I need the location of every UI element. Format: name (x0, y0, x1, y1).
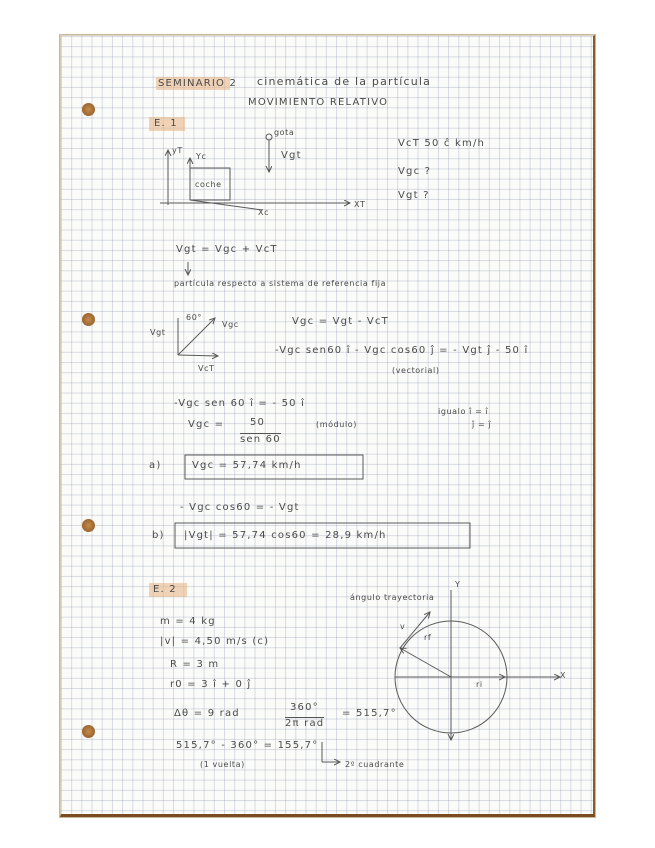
given-vgt: Vgt ? (398, 190, 430, 201)
frac-num: 360° (290, 702, 319, 713)
igualo-note: igualo î = î (438, 407, 489, 416)
one-turn-note: (1 vuelta) (200, 760, 245, 769)
y-axis-label: Y (455, 580, 461, 589)
diagram-vgc: Vgc (222, 320, 239, 329)
given-vct: VcT 50 ĉ km/h (398, 138, 486, 149)
gota-label: gota (274, 128, 295, 137)
frac-den: 2π rad (285, 718, 325, 729)
eq-vgc: Vgc = Vgt - VcT (292, 316, 389, 327)
ex1-label: E. 1 (154, 118, 178, 129)
eq-i1: -Vgc sen 60 î = - 50 î (174, 398, 306, 409)
quadrant-note: 2º cuadrante (345, 760, 405, 769)
car-label: coche (195, 180, 222, 189)
trajectory-angle-note: ángulo trayectoria (350, 593, 435, 602)
mass: m = 4 kg (160, 616, 216, 627)
xT-label: XT (354, 200, 366, 209)
yT-label: yT (172, 146, 183, 155)
rf-vector (400, 648, 451, 677)
axis-xc (190, 200, 262, 210)
vgc-vector (178, 318, 215, 355)
given-vgc: Vgc ? (398, 166, 432, 177)
igualo-note-2: ĵ = ĵ (472, 420, 492, 429)
seminario-label: SEMINARIO 2 (158, 78, 238, 89)
dtheta: Δθ = 9 rad (174, 708, 240, 719)
part-a-label: a) (149, 460, 162, 471)
r0: r0 = 3 î + 0 ĵ (170, 679, 252, 690)
main-equation: Vgt = Vgc + VcT (176, 244, 278, 255)
xc-label: Xc (258, 208, 270, 217)
ri-label: ri (476, 680, 483, 689)
eq-components: -Vgc sen60 î - Vgc cos60 ĵ = - Vgt ĵ - 50 î (275, 345, 529, 356)
x-axis-label: X (560, 671, 567, 680)
page-title: cinemática de la partícula (257, 75, 432, 88)
subtraction: 515,7° - 360° = 155,7° (176, 740, 319, 751)
frac-result: = 515,7° (342, 708, 397, 719)
equation-note: partícula respecto a sistema de referencia fija (174, 279, 387, 288)
rf-label: rf (424, 633, 432, 642)
part-b-label: b) (152, 530, 165, 541)
ex2-label: E. 2 (153, 584, 177, 595)
speed: |v| = 4,50 m/s (c) (160, 636, 270, 647)
diagram-vgt: Vgt (150, 328, 166, 337)
eq-modulo: (módulo) (316, 420, 357, 429)
diagram-vct: VcT (198, 364, 215, 373)
eq-j: - Vgc cos60 = - Vgt (180, 502, 300, 513)
vct-vector (178, 355, 218, 356)
page-subtitle: MOVIMIENTO RELATIVO (248, 97, 389, 108)
diagram-angle: 60° (186, 313, 202, 322)
part-b-result: |Vgt| = 57,74 cos60 = 28,9 km/h (184, 530, 387, 541)
eq-i2-left: Vgc = (188, 419, 225, 430)
radius: R = 3 m (170, 659, 220, 670)
eq-vectorial: (vectorial) (392, 366, 440, 375)
part-a-result: Vgc = 57,74 km/h (192, 460, 302, 471)
drop-shape (266, 134, 272, 140)
eq-i2-den: sen 60 (240, 434, 281, 445)
velocity-label: v (400, 622, 406, 631)
vgt-arrow-label: Vgt (281, 150, 302, 161)
yc-label: Yc (196, 152, 207, 161)
eq-i2-num: 50 (250, 417, 266, 428)
